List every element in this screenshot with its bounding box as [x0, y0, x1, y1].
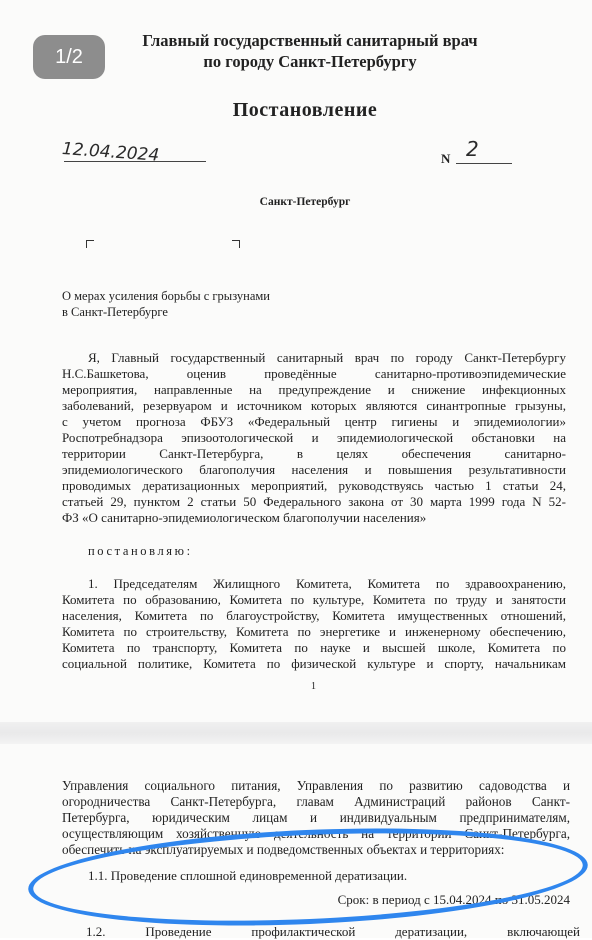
decree-word: постановляю: [88, 544, 193, 558]
issuer-block [110, 30, 510, 72]
issuer-line-1: Главный государственный санитарный врач [142, 31, 478, 50]
clause-1-continued-line: осуществляющим хозяйственную деятельность на территории Санкт-Петербурга, [62, 826, 570, 841]
document-title: Постановление [232, 99, 378, 121]
preamble-line: мероприятия, направленные на предупреждение и снижение инфекционных [62, 382, 566, 397]
clause-1-1: 1.1. Проведение сплошной единовременной дератизации. [88, 868, 408, 883]
clause-1-line: Комитета по строительству, Комитета по энергетике и инженерному обеспечению, [62, 624, 566, 639]
corner-mark-left [86, 240, 94, 248]
clause-1-continued-line: Управления социального питания, Управления по развитию садоводства и [62, 778, 570, 793]
date-underline [64, 161, 206, 162]
clause-1-line: Комитета по транспорту, Комитета по науке и высшей школе, Комитета по [62, 640, 566, 655]
clause-1-continued-line: огородничества Санкт-Петербурга, главам Администраций районов Санкт- [62, 794, 570, 809]
preamble-line: эпидемиологического благополучия населения и повышения результативности [62, 462, 566, 477]
handwritten-number: 2 [466, 137, 479, 161]
clause-1-line: социальной политике, Комитета по физической культуре и спорту, начальникам [62, 656, 566, 671]
preamble-line: ФЗ «О санитарно-эпидемиологическом благополучии населения» [62, 510, 427, 525]
clause-1-line: 1. Председателям Жилищного Комитета, Комитета по здравоохранению, [88, 576, 566, 591]
preamble-line: Я, Главный государственный санитарный врач по городу Санкт-Петербургу [88, 350, 566, 365]
subject-line-1: О мерах усиления борьбы с грызунами [62, 289, 270, 303]
subject-block [62, 288, 270, 320]
deadline-term: Срок: в период с 15.04.2024 по 31.05.2024 [337, 892, 570, 907]
clause-1-continued-line: Петербурга, юридическим лицам и индивидуальным предпринимателям, [62, 810, 570, 825]
preamble-line: Роспотребнадзора эпизоотологической и эпидемиологической обстановки на [62, 430, 566, 445]
subject-line-2: в Санкт-Петербурге [62, 305, 168, 319]
preamble-line: заболеваний, резервуаром и источником которых являются синантропные грызуны, [62, 398, 566, 413]
corner-mark-right [232, 240, 240, 248]
issuer-line-2: по городу Санкт-Петербургу [203, 52, 417, 71]
preamble-line: Н.С.Башкетова, оценив проведённые санитарно-противоэпидемические [62, 366, 566, 381]
number-label: N [441, 151, 451, 166]
preamble-line: с учетом прогноза ФБУЗ «Федеральный центр гигиены и эпидемиологии» [62, 414, 566, 429]
clause-1-continued-line: обеспечить на эксплуатируемых и подведомственных объектах и территориях: [62, 842, 505, 857]
clause-1-line: населения, Комитета по благоустройству, Комитета имущественных отношений, [62, 608, 566, 623]
handwritten-date: 12.04.2024 [61, 139, 160, 166]
number-underline [456, 163, 512, 164]
page-separator [0, 722, 592, 744]
city-label: Санкт-Петербург [259, 196, 351, 208]
preamble-line: территории Санкт-Петербурга, в целях обеспечения санитарно- [62, 446, 566, 461]
clause-1-2-partial: 1.2. Проведение профилактической дератизации, включающей [86, 924, 580, 939]
preamble-line: статьей 29, пунктом 2 статьи 50 Федерального закона от 30 марта 1999 года N 52- [62, 494, 566, 509]
clause-1-line: Комитета по образованию, Комитета по культуре, Комитета по труду и занятости [62, 592, 566, 607]
page-indicator-badge[interactable]: 1/2 [33, 35, 105, 79]
page-number: 1 [311, 681, 316, 692]
preamble-line: проводимых дератизационных мероприятий, руководствуясь частью 1 статьи 24, [62, 478, 566, 493]
